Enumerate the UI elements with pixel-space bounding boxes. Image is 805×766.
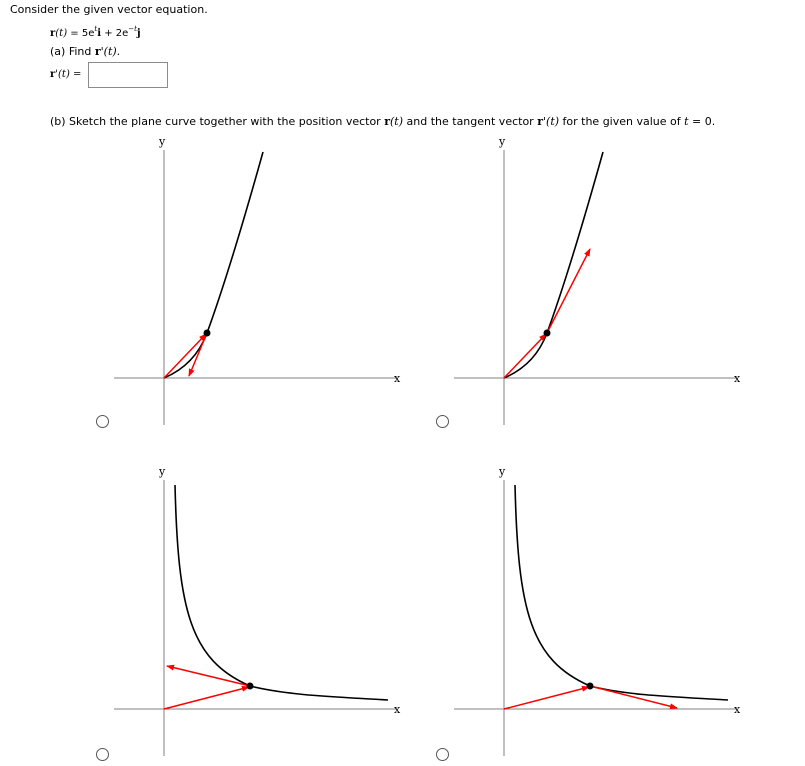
part-b-text3: for the given value of xyxy=(559,115,685,128)
vector-equation xyxy=(50,25,141,39)
graph-option-2 xyxy=(440,130,740,430)
graph-option-1 xyxy=(100,130,400,430)
part-b-rp-rest: '(t) xyxy=(543,115,560,128)
point-marker xyxy=(204,330,211,337)
part-a-prompt xyxy=(50,45,120,58)
eq-j: j xyxy=(136,28,141,39)
part-b-rp: r xyxy=(537,115,543,128)
curve xyxy=(515,485,728,700)
point-marker xyxy=(544,330,551,337)
y-axis-label: y xyxy=(159,135,166,148)
x-axis-label: x xyxy=(734,372,741,385)
part-b-r: r xyxy=(384,115,390,128)
point-marker xyxy=(587,683,594,690)
curve xyxy=(175,485,388,700)
curve xyxy=(164,152,263,378)
part-a-rest: '(t). xyxy=(100,45,121,58)
curve xyxy=(504,152,603,378)
graph-option-4 xyxy=(440,460,740,760)
eq-t: (t) xyxy=(55,28,68,39)
graph-option-3 xyxy=(100,460,400,760)
position-vector xyxy=(504,334,546,378)
position-vector xyxy=(504,687,589,709)
eq-i: i xyxy=(97,28,102,39)
tangent-vector xyxy=(189,333,207,376)
x-axis-label: x xyxy=(734,703,741,716)
point-marker xyxy=(247,683,254,690)
part-b-text2: and the tangent vector xyxy=(403,115,538,128)
part-b-text1: (b) Sketch the plane curve together with the position vector xyxy=(50,115,385,128)
derivative-answer-input[interactable] xyxy=(88,62,168,88)
eq-exp1: t xyxy=(94,25,98,33)
position-vector xyxy=(164,687,249,709)
y-axis-label: y xyxy=(499,465,506,478)
tangent-vector xyxy=(547,249,590,333)
answer-label xyxy=(50,69,81,80)
radio-option-3[interactable] xyxy=(96,748,109,761)
part-b-prompt xyxy=(50,115,715,128)
part-b-text4: = 0. xyxy=(688,115,716,128)
tangent-vector xyxy=(590,686,677,708)
y-axis-label: y xyxy=(499,135,506,148)
answer-label-r: r xyxy=(50,69,56,80)
radio-option-4[interactable] xyxy=(436,748,449,761)
intro-text: Consider the given vector equation. xyxy=(10,3,208,16)
x-axis-label: x xyxy=(394,703,401,716)
part-b-r-rest: (t) xyxy=(390,115,404,128)
part-a-label: (a) Find xyxy=(50,45,95,58)
tangent-vector xyxy=(167,666,250,686)
part-a-r: r xyxy=(94,45,101,58)
radio-option-1[interactable] xyxy=(96,415,109,428)
radio-option-2[interactable] xyxy=(436,415,449,428)
y-axis-label: y xyxy=(159,465,166,478)
x-axis-label: x xyxy=(394,372,401,385)
answer-label-rest: '(t) = xyxy=(55,69,82,80)
eq-rhs-c: + 2e xyxy=(101,28,129,39)
part-b-t: t xyxy=(684,115,689,128)
position-vector xyxy=(164,334,206,378)
eq-rhs-a: = 5e xyxy=(67,28,95,39)
eq-r: r xyxy=(50,28,56,39)
eq-exp2: −t xyxy=(128,25,137,33)
